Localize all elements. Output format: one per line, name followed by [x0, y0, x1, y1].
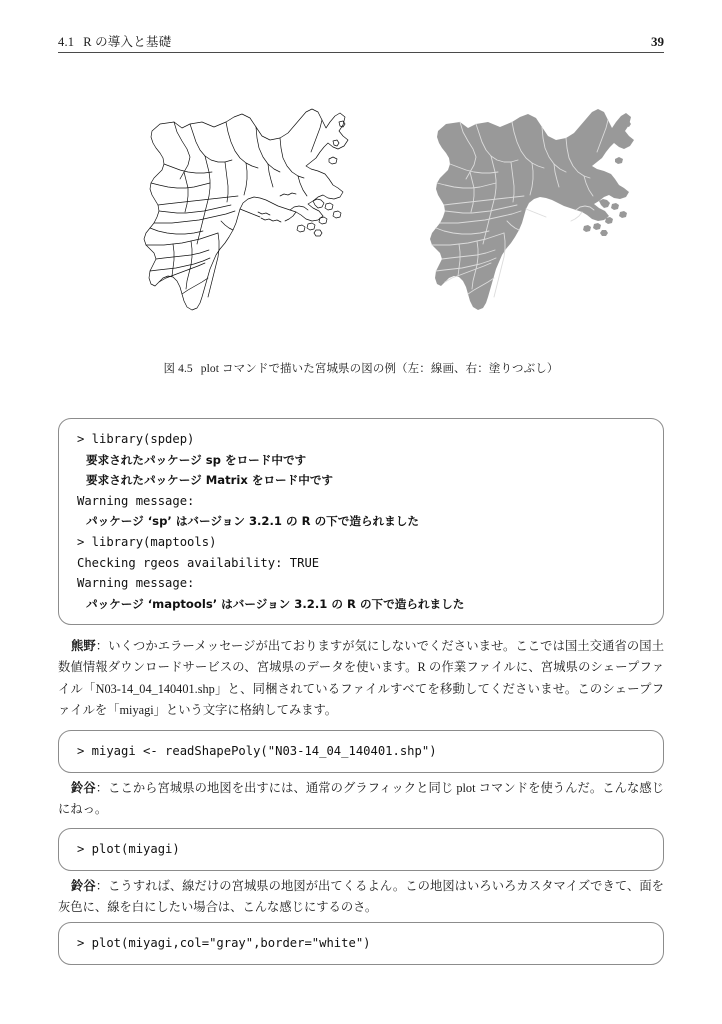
speaker-name: 鈴谷 [71, 781, 96, 795]
console-line: Warning message: [77, 576, 195, 591]
console-line: Checking rgeos availability: TRUE [77, 555, 320, 570]
header-section-title: R の導入と基礎 [83, 35, 172, 49]
header-section-number: 4.1 [58, 35, 75, 49]
miyagi-filled-svg [416, 100, 656, 340]
page-number: 39 [651, 34, 664, 49]
paragraph-kumano [58, 636, 664, 722]
running-header [58, 32, 664, 50]
code-line: > plot(miyagi) [77, 842, 180, 856]
console-line: Warning message: [77, 493, 195, 508]
code-line: > miyagi <- readShapePoly("N03-14_04_140401.shp") [77, 744, 437, 758]
console-output-box [58, 418, 664, 625]
code-block-plot [58, 828, 664, 871]
header-rule [58, 52, 664, 53]
paragraph-text: ：いくつかエラーメッセージが出ておりますが気にしないでくださいませ。ここでは国土交通省の国土数値情報ダウンロードサービスの、宮城県のデータを使います。R の作業ファイルに、宮城県のシェープファイル「N03-14_04_140401.shp」と、同梱されているファイルすべてを移動してくださいませ。このシェープファイルを「miyagi」という文字に格納してみます。 [58, 639, 664, 718]
code-block-readshapepoly [58, 730, 664, 773]
speaker-name: 鈴谷 [71, 879, 96, 893]
console-line: > library(spdep) [77, 432, 195, 446]
console-line: 要求されたパッケージ Matrix をロード中です [86, 473, 334, 488]
figure-caption [58, 360, 664, 376]
miyagi-outline-map [130, 100, 370, 340]
console-line: 要求されたパッケージ sp をロード中です [86, 452, 307, 467]
figure-caption-text: plot コマンドで描いた宮城県の図の例（左：線画、右：塗りつぶし） [200, 363, 559, 375]
console-line: パッケージ ‘sp’ はバージョン 3.2.1 の R の下で造られました [86, 514, 419, 529]
header-section [58, 32, 171, 50]
paragraph-text: ：こうすれば、線だけの宮城県の地図が出てくるよん。この地図はいろいろカスタマイズできて、面を灰色に、線を白にしたい場合は、こんな感じにするのさ。 [58, 879, 664, 915]
paragraph-text: ：ここから宮城県の地図を出すには、通常のグラフィックと同じ plot コマンドを使うんだ。こんな感じにねっ。 [58, 781, 664, 817]
console-line: パッケージ ‘maptools’ はバージョン 3.2.1 の R の下で造られました [86, 596, 465, 611]
code-block-plot-styled [58, 922, 664, 965]
figure-4-5 [58, 100, 664, 350]
miyagi-filled-map [416, 100, 656, 340]
figure-caption-label: 図 4.5 [163, 363, 193, 375]
miyagi-outline-svg [130, 100, 370, 340]
code-line: > plot(miyagi,col="gray",border="white") [77, 936, 371, 950]
paragraph-suzuya-1 [58, 778, 664, 821]
paragraph-suzuya-2 [58, 876, 664, 919]
speaker-name: 熊野 [71, 639, 96, 653]
console-line: > library(maptools) [77, 534, 217, 549]
